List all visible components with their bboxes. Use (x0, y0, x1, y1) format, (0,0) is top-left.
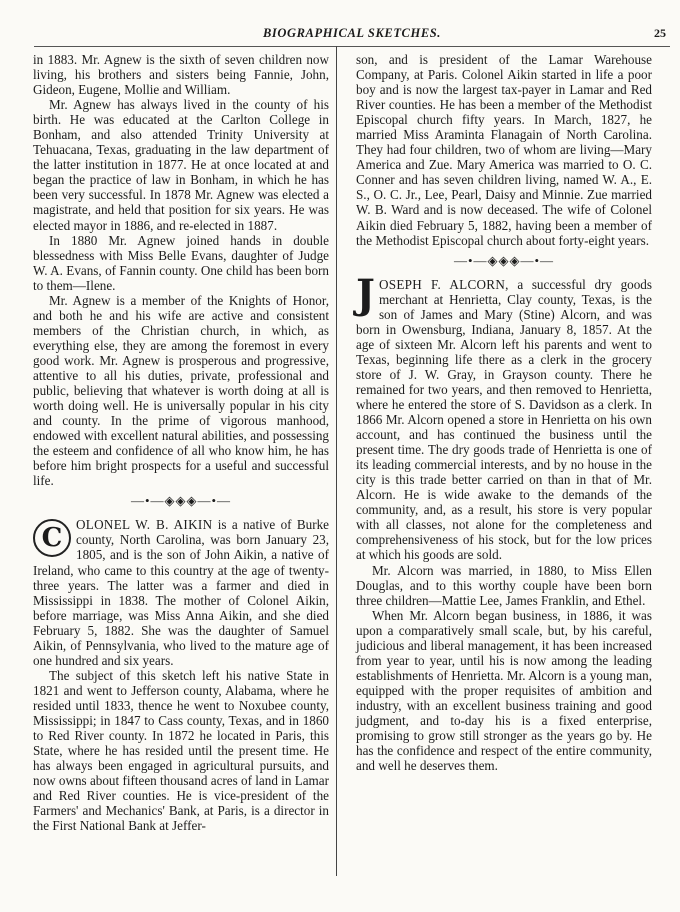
page-number: 25 (654, 26, 666, 40)
alcorn-name: OSEPH F. ALCORN, (378, 276, 509, 292)
agnew-paragraph-3: In 1880 Mr. Agnew joined hands in double blessedness with Miss Belle Evans, daughter of Judge W. A. Evans, of Fannin county. One child has been born to them—Ilene. (33, 232, 329, 293)
alcorn-sketch-opening (356, 270, 652, 563)
alcorn-paragraph-2: Mr. Alcorn was married, in 1880, to Miss Ellen Douglas, and to this worthy couple have been born three children—Mattie Lee, James Franklin, and Ethel. (356, 562, 652, 608)
alcorn-paragraph-3: When Mr. Alcorn began business, in 1886, it was upon a comparatively small scale, but, by his careful, judicious and liberal management, it has been increased from year to year, until his is now among the leading establishments of Henrietta. Mr. Alcorn is a young man, equipped with the proper requisites of ambition and industry, with an excellent business training and good judgment, and to-day his is a fixed enterprise, promising to grow still stronger as the years go by. He has the confidence and respect of the entire community, and well he deserves them. (356, 607, 652, 774)
alcorn-dropcap: J (356, 270, 375, 318)
column-divider (336, 46, 337, 876)
aikin-paragraph-2: The subject of this sketch left his native State in 1821 and went to Jefferson county, Alabama, where he resided until 1833, thence he went to Noxubee county, Mississippi; in 1847 to Cass county, Texas, and in 1860 to Red River county. In 1872 he located in Paris, this State, where he has resided until the present time. He has always been engaged in agricultural pursuits, and now owns about fifteen thousand acres of land in Lamar and Red River counties. He is vice-president of the Farmers' and Mechanics' Bank, at Paris, is a director in the First National Bank at Jeffer- (33, 667, 329, 834)
section-ornament: —•—◈◈◈—•— (130, 493, 232, 509)
agnew-paragraph-4: Mr. Agnew is a member of the Knights of Honor, and both he and his wife are active and consistent members of the Christian church, in which, as everything else, they are among the foremost in every good work. Mr. Agnew is prosperous and progressive, attentive to all his duties, private, professional and public, believing that whatever is worth doing at all is worth doing well. He is universally popular in his city and county. In the prime of vigorous manhood, endowed with excellent natural abilities, and possessing the esteem and confidence of all who know him, he has before him bright prospects for a useful and successful life. (33, 292, 329, 489)
aikin-sketch-opening (33, 517, 329, 667)
alcorn-paragraph-1: a successful dry goods merchant at Henrietta, Clay county, Texas, is the son of James and Mary (Stine) Alcorn, and was born in Owensburg, Indiana, January 8, 1857. At the age of sixteen Mr. Alcorn left his parents and went to Texas, beginning life there as a clerk in the grocery store of J. W. Gray, in Grayson county. There he remained for two years, and then removed to Henrietta, where he entered the store of S. Davidson as a clerk. In 1866 Mr. Alcorn opened a store in Henrietta on his own account, and has continued the business until the present time. The dry goods trade of Henrietta is one of its leading commercial interests, and by no house in the city is this trade better carried on than in that of Mr. Alcorn. He is wide awake to the demands of the community, and, as a result, his store is very popular with all classes, not alone for the completeness and comprehensiveness of his stock, but for the low prices at which his goods are sold. (356, 276, 652, 563)
left-column (33, 52, 329, 833)
aikin-continuation: son, and is president of the Lamar Warehouse Company, at Paris. Colonel Aikin started in life a poor boy and is now the largest tax-payer in Lamar and Red River counties. He has been a member of the Methodist Episcopal church fifty years. In March, 1827, he married Miss Araminta Flanagain of North Carolina. They had four children, two of whom are living—Mary America and Zue. Mary America was married to O. C. Conner and has seven children living, named W. A., E. S., O. C. Jr., Lee, Pearl, Daisy and Minnie. Zue married W. B. Ward and is now deceased. The wife of Colonel Aikin died February 5, 1882, having been a member of the Methodist Episcopal church about forty-eight years. (356, 52, 652, 248)
agnew-paragraph-1: in 1883. Mr. Agnew is the sixth of seven children now living, his brothers and sisters being Fannie, John, Gideon, Eugene, Mollie and William. (33, 52, 329, 98)
aikin-name: OLONEL W. B. AIKIN (76, 517, 213, 533)
agnew-paragraph-2: Mr. Agnew has always lived in the county of his birth. He was educated at the Carlton College in Bonham, and also attended Trinity University at Tehuacana, Texas, graduating in the law department of the latter institution in 1877. He at once located at and began the practice of law in Bonham, in which he has been very successful. In 1878 Mr. Agnew was elected a magistrate, and held that position for six years. He was elected mayor in 1886, and re-elected in 1887. (33, 97, 329, 233)
right-column (356, 52, 652, 773)
page-header (34, 26, 670, 47)
aikin-paragraph-1: is a native of Burke county, North Carolina, was born January 23, 1805, and is the son of John Aikin, a native of Ireland, who came to this country at the age of twenty-three years. The latter was a farmer and died in Mississippi in 1838. The mother of Colonel Aikin, before marriage, was Miss Anna Aikin, and she died February 5, 1882. She was the daughter of Samuel Aikin, of Pennsylvania, who lived to the mature age of one hundred and six years. (33, 517, 329, 668)
section-ornament: —•—◈◈◈—•— (453, 252, 555, 268)
running-title: BIOGRAPHICAL SKETCHES. (262, 26, 442, 40)
aikin-dropcap: C (33, 519, 71, 557)
